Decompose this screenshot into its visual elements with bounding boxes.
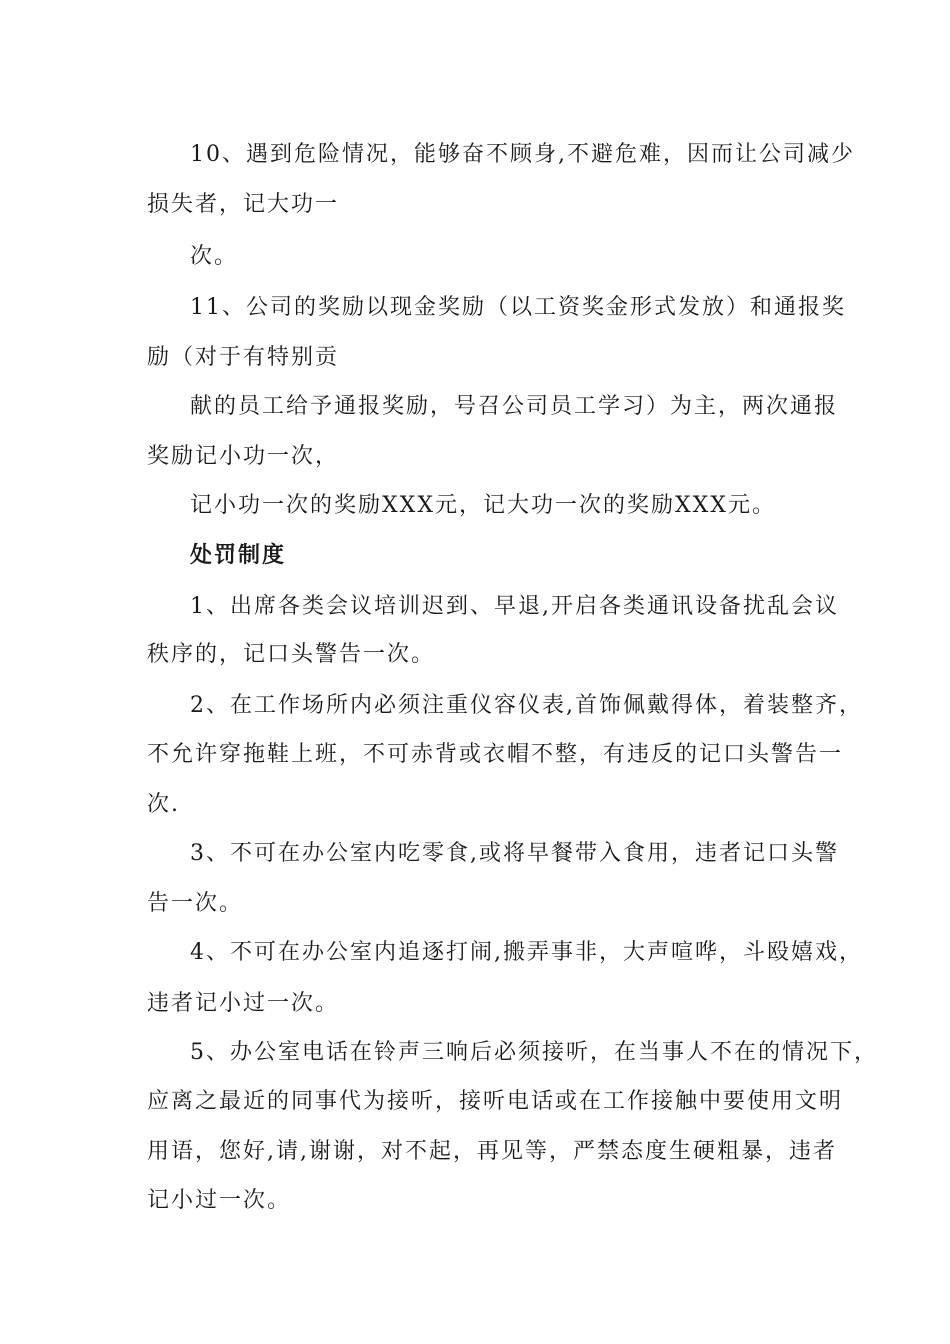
penalty-item-4-line-2: 违者记小过一次。	[147, 991, 340, 1016]
section-heading-penalty: 处罚制度	[190, 542, 287, 568]
reward-item-10-line-1: 10、遇到危险情况，能够奋不顾身,不避危难，因而让公司减少	[190, 142, 855, 167]
reward-item-11-line-1: 11、公司的奖励以现金奖励（以工资奖金形式发放）和通报奖	[190, 295, 846, 320]
penalty-item-5-line-2: 应离之最近的同事代为接听，接听电话或在工作接触中要使用文明	[147, 1089, 844, 1114]
penalty-item-5-line-3: 用语，您好,请,谢谢，对不起，再见等，严禁态度生硬粗暴，违者	[147, 1139, 837, 1164]
reward-item-11-line-3: 献的员工给予通报奖励，号召公司员工学习）为主，两次通报	[190, 394, 839, 419]
penalty-item-4-line-1: 4、不可在办公室内追逐打闹,搬弄事非，大声喧哗，斗殴嬉戏，	[190, 940, 863, 965]
reward-item-11-line-4: 奖励记小功一次，	[147, 444, 340, 469]
reward-item-10-line-3: 次。	[190, 244, 239, 269]
penalty-item-3-line-2: 告一次。	[147, 891, 244, 916]
penalty-item-5-line-1: 5、办公室电话在铃声三响后必须接听，在当事人不在的情况下，	[190, 1040, 878, 1065]
penalty-item-3-line-1: 3、不可在办公室内吃零食,或将早餐带入食用，违者记口头警	[190, 841, 839, 866]
penalty-item-2-line-2: 不允许穿拖鞋上班，不可赤背或衣帽不整，有违反的记口头警告一	[147, 742, 844, 767]
penalty-item-5-line-4: 记小过一次。	[147, 1188, 292, 1213]
penalty-item-1-line-2: 秩序的，记口头警告一次。	[147, 642, 436, 667]
reward-item-11-line-2: 励（对于有特别贡	[147, 345, 340, 370]
penalty-item-1-line-1: 1、出席各类会议培训迟到、早退,开启各类通讯设备扰乱会议	[190, 594, 839, 619]
reward-item-10-line-2: 损失者，记大功一	[147, 192, 340, 217]
penalty-item-2-line-1: 2、在工作场所内必须注重仪容仪表,首饰佩戴得体，着装整齐，	[190, 693, 863, 718]
penalty-item-2-line-3: 次.	[147, 792, 180, 817]
reward-item-11-line-5: 记小功一次的奖励XXX元，记大功一次的奖励XXX元。	[190, 493, 776, 518]
